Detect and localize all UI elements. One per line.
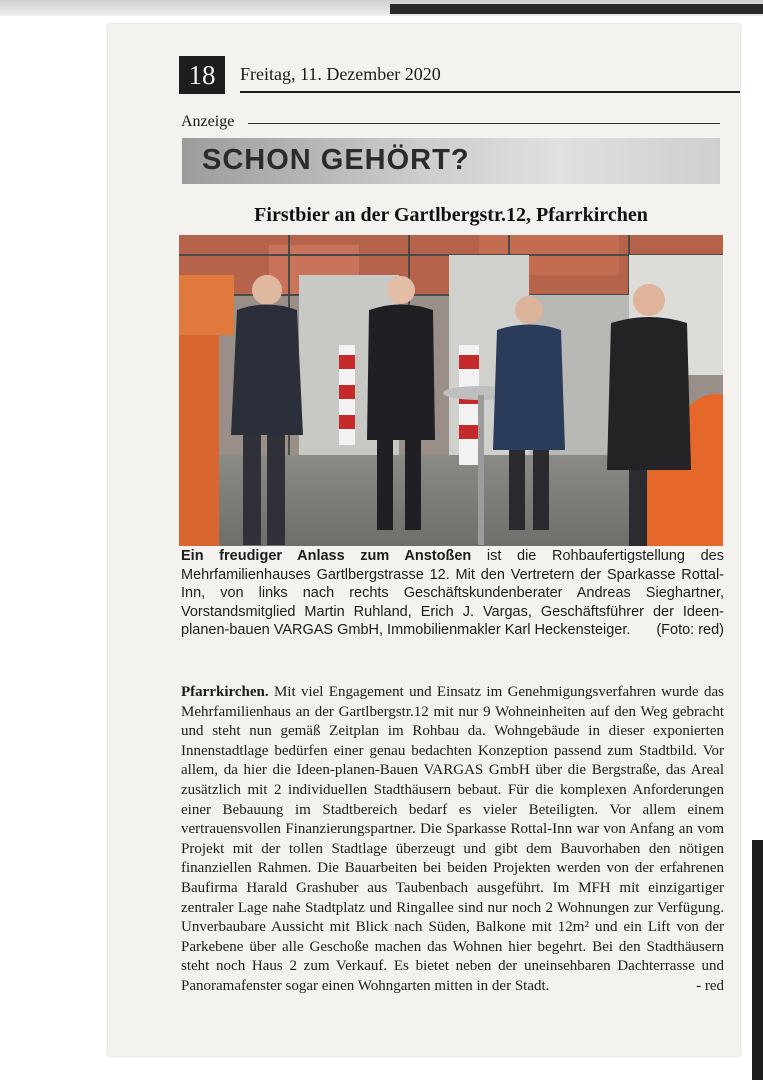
banner-title: SCHON GEHÖRT? [202,144,470,176]
caption-lead: Ein freudiger Anlass zum Anstoßen [181,548,472,564]
section-label: Anzeige [181,113,235,130]
section-rule [248,123,720,124]
scan-top-edge [0,0,763,16]
newspaper-page [108,24,740,1056]
scan-right-edge [752,840,763,1080]
photo-caption [181,547,724,640]
author-signature: - red [696,977,724,994]
page-number: 18 [179,56,225,94]
photo-four-men-construction-site-icon [179,235,723,546]
issue-date: Freitag, 11. Dezember 2020 [240,64,441,84]
article-photo [179,235,723,546]
caption-text: ist die Rohbaufertigstellung des Mehrfamilienhauses Gartlbergstrasse 12. Mit den Vertretern der Sparkasse Rottal-Inn, von links nach rechts Geschäftskundenberater Andreas Sieghartner, Vorstandsmitglied Martin Ruhland, Erich J. Vargas, Geschäftsführer der Ideen-planen-bauen VARGAS GmbH, Immobilienmakler Karl Heckensteiger. [181,548,724,638]
article-headline: Firstbier an der Gartlbergstr.12, Pfarrkirchen [254,204,648,226]
header-rule [240,91,740,93]
body-dateline: Pfarrkirchen. [181,684,269,700]
article-body [181,683,724,997]
photo-credit: (Foto: red) [656,622,724,638]
body-paragraph: Mit viel Engagement und Einsatz im Genehmigungsverfahren wurde das Mehrfamilienhaus an der Gartlbergstr.12 mit nur 9 Wohneinheiten auf den Weg gebracht und steht nun gemäß Zeitplan im Rohbau da. Wohngebäude in dieser exponierten Innenstadtlage bedürfen einer genau bedachten Konzeption passend zum Stadtbild. Vor allem, da hier die Ideen-planen-Bauen VARGAS GmbH über die Bergstraße, das Areal zusätzlich mit 2 individuellen Stadthäusern bebaut. Für die komplexen Anforderungen einer Bebauung im Stadtbereich bedarf es vieler Beteiligten. Vor allem einem vertrauensvollen Finanzierungspartner. Die Sparkasse Rottal-Inn war von Anfang an vom Projekt mit der tollen Stadtlage überzeugt und gibt dem Bauvorhaben den nötigen finanziellen Rahmen. Die Bauarbeiten bei beiden Projekten werden von der erfahrenen Baufirma Harald Grashuber aus Taubenbach ausgeführt. Im MFH mit einzigartiger zentraler Lage nahe Stadtplatz und Ringallee sind nur noch 2 Wohnungen zur Verfügung. Unverbaubare Aussicht mit Blick nach Süden, Balkone mit 12m² und ein Lift von der Parkebene über alle Geschoße machen das Wohnen hier begehrt. Bei den Stadthäusern steht noch Haus 2 zum Verkauf. Es bietet neben der uneinsehbaren Dachterrasse und Panoramafenster sogar einen Wohngarten mitten in der Stadt. [181,684,724,994]
banner [182,138,720,184]
